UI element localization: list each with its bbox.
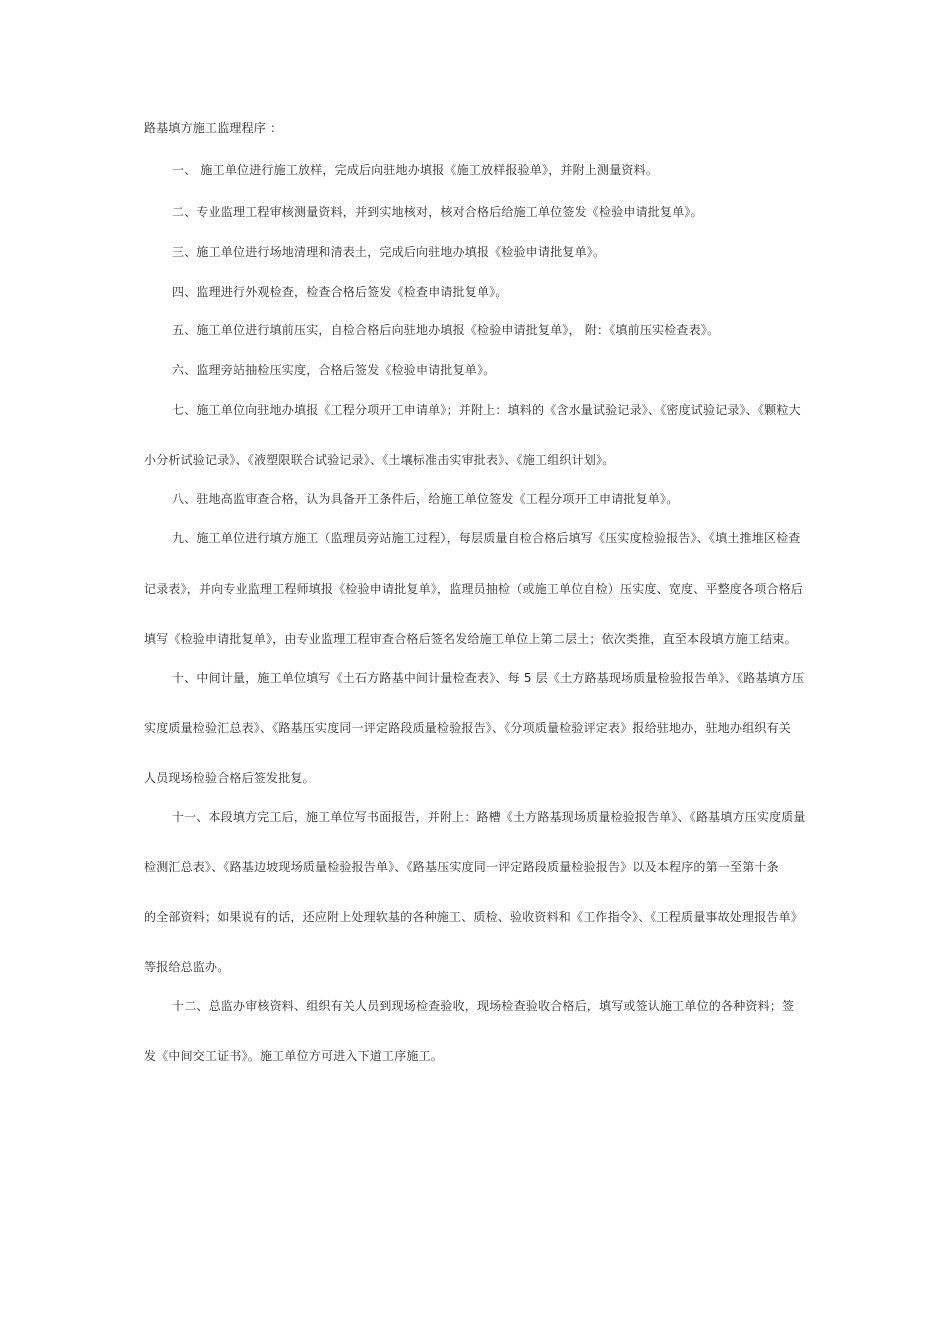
step-6-line-1: 六、监理旁站抽检压实度，合格后签发《检验申请批复单》。 (172, 363, 496, 377)
step-9-line-2: 记录表》，并向专业监理工程师填报《检验申请批复单》，监理员抽检（或施工单位自检）压实度、宽度、平整度各项合格后 (144, 582, 804, 596)
step-1-line-1: 一、 施工单位进行施工放样，完成后向驻地办填报《施工放样报验单》，并附上测量资料。 (172, 163, 659, 177)
step-9-line-1: 九、施工单位进行填方施工（监理员旁站施工过程），每层质量自检合格后填写《压实度检验报告》、《填土推堆区检查 (172, 531, 801, 545)
step-7-line-1: 七、施工单位向驻地办填报《工程分项开工申请单》；并附上：填料的《含水量试验记录》、《密度试验记录》、《颗粒大 (172, 403, 801, 417)
step-10-line-3: 人员现场检验合格后签发批复。 (144, 771, 315, 785)
step-11-line-3: 的全部资料；如果说有的话，还应附上处理软基的各种施工、质检、验收资料和《工作指令》、《工程质量事故处理报告单》 (144, 910, 804, 924)
document-title: 路基填方施工监理程序 ： (144, 121, 283, 135)
step-12-line-1: 十二、总监办审核资料、组织有关人员到现场检查验收，现场检查验收合格后，填写或签认施工单位的各种资料；签 (172, 999, 795, 1013)
step-11-line-4: 等报给总监办。 (144, 960, 230, 974)
step-11-line-2: 检测汇总表》、《路基边坡现场质量检验报告单》、《路基压实度同一评定路段质量检验报告》以及本程序的第一至第十条 (144, 860, 779, 874)
step-7-line-2: 小分析试验记录》、《液塑限联合试验记录》、《土壤标准击实审批表》、《施工组织计划》。 (144, 453, 615, 467)
step-11-line-1: 十一、本段填方完工后，施工单位写书面报告，并附上：路槽《土方路基现场质量检验报告单》、《路基填方压实度质量 (172, 810, 806, 824)
step-4-line-1: 四、监理进行外观检查，检查合格后签发《检查申请批复单》。 (172, 285, 508, 299)
step-3-line-1: 三、施工单位进行场地清理和清表土，完成后向驻地办填报《检验申请批复单》。 (172, 245, 606, 259)
step-8-line-1: 八、驻地高监审查合格，认为具备开工条件后，给施工单位签发《工程分项开工申请批复单》。 (172, 492, 679, 506)
step-2-line-1: 二、专业监理工程审核测量资料，并到实地核对，核对合格后给施工单位签发《检验申请批复单》。 (172, 205, 703, 219)
step-9-line-3: 填写《检验申请批复单》，由专业监理工程审查合格后签名发给施工单位上第二层土；依次类推，直至本段填方施工结束。 (144, 632, 797, 646)
step-5-line-1: 五、施工单位进行填前压实，自检合格后向驻地办填报《检验申请批复单》， 附：《填前压实检查表》。 (172, 323, 720, 337)
step-12-line-2: 发《中间交工证书》。施工单位方可进入下道工序施工。 (144, 1049, 444, 1063)
step-10-line-1: 十、中间计量，施工单位填写《土石方路基中间计量检查表》、每 5 层《土方路基现场质量检验报告单》、《路基填方压 (172, 671, 805, 685)
step-10-line-2: 实度质量检验汇总表》、《路基压实度同一评定路段质量检验报告》、《分项质量检验评定表》报给驻地办，驻地办组织有关 (144, 721, 792, 735)
